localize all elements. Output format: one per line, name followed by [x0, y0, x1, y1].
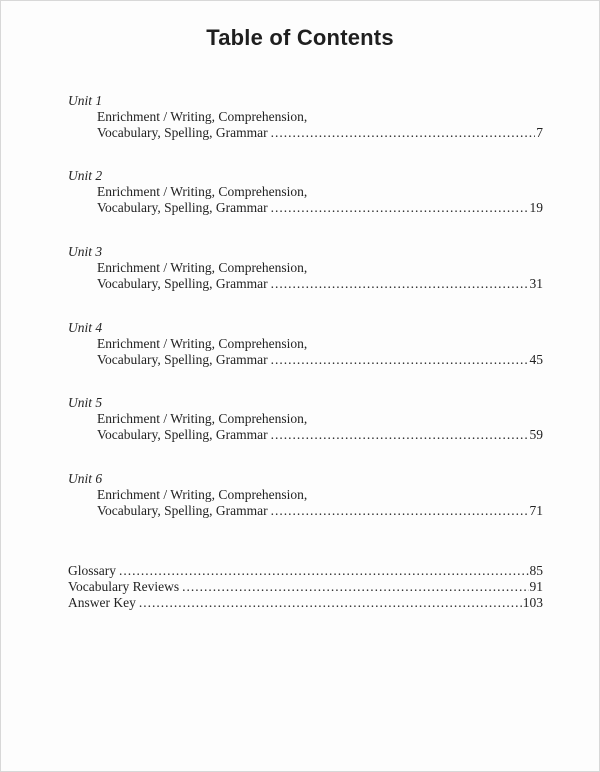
- unit-label: Unit 5: [68, 395, 103, 410]
- dot-leader: [271, 125, 536, 141]
- entry-text: Vocabulary Reviews: [68, 579, 180, 594]
- toc-entry-glossary[interactable]: [68, 563, 543, 579]
- unit-label: Unit 3: [68, 244, 103, 259]
- entry-text: Vocabulary, Spelling, Grammar: [97, 125, 268, 140]
- unit-subtitle: Enrichment / Writing, Comprehension,: [97, 487, 308, 502]
- back-matter-list: [68, 563, 543, 611]
- toc-entry[interactable]: [68, 427, 543, 443]
- toc-entry[interactable]: [68, 352, 543, 368]
- toc-entry-vocabulary-reviews[interactable]: [68, 579, 543, 595]
- entry-text: Vocabulary, Spelling, Grammar: [97, 503, 268, 518]
- unit-subtitle: Enrichment / Writing, Comprehension,: [97, 411, 308, 426]
- page-title: Table of Contents: [206, 25, 394, 50]
- entry-text: Vocabulary, Spelling, Grammar: [97, 427, 268, 442]
- dot-leader: [271, 200, 529, 216]
- dot-leader: [271, 427, 529, 443]
- dot-leader: [271, 503, 529, 519]
- toc-entry-answer-key[interactable]: [68, 595, 543, 611]
- unit-label: Unit 6: [68, 471, 103, 486]
- dot-leader: [119, 563, 529, 579]
- toc-unit-4: [68, 320, 543, 368]
- entry-text: Vocabulary, Spelling, Grammar: [97, 200, 268, 215]
- entry-text: Vocabulary, Spelling, Grammar: [97, 276, 268, 291]
- toc-entry[interactable]: [68, 503, 543, 519]
- page-number: 71: [529, 503, 543, 518]
- page-number: 91: [529, 579, 543, 594]
- toc-entry[interactable]: [68, 276, 543, 292]
- toc-unit-6: [68, 471, 543, 519]
- page-number: 85: [529, 563, 543, 578]
- entry-text: Glossary: [68, 563, 116, 578]
- page-number: 7: [536, 125, 543, 140]
- page-number: 45: [529, 352, 543, 367]
- toc-unit-1: [68, 93, 543, 141]
- toc-unit-3: [68, 244, 543, 292]
- dot-leader: [271, 276, 529, 292]
- unit-subtitle: Enrichment / Writing, Comprehension,: [97, 109, 308, 124]
- toc-entry[interactable]: [68, 125, 543, 141]
- toc-unit-2: [68, 168, 543, 216]
- toc-unit-5: [68, 395, 543, 443]
- page-number: 103: [522, 595, 543, 610]
- dot-leader: [271, 352, 529, 368]
- dot-leader: [182, 579, 528, 595]
- toc-entry[interactable]: [68, 200, 543, 216]
- page-number: 19: [529, 200, 543, 215]
- dot-leader: [139, 595, 522, 611]
- unit-label: Unit 4: [68, 320, 103, 335]
- unit-subtitle: Enrichment / Writing, Comprehension,: [97, 184, 308, 199]
- unit-subtitle: Enrichment / Writing, Comprehension,: [97, 336, 308, 351]
- unit-label: Unit 1: [68, 93, 103, 108]
- entry-text: Answer Key: [68, 595, 136, 610]
- page-number: 31: [529, 276, 543, 291]
- entry-text: Vocabulary, Spelling, Grammar: [97, 352, 268, 367]
- page-number: 59: [529, 427, 543, 442]
- unit-label: Unit 2: [68, 168, 103, 183]
- unit-subtitle: Enrichment / Writing, Comprehension,: [97, 260, 308, 275]
